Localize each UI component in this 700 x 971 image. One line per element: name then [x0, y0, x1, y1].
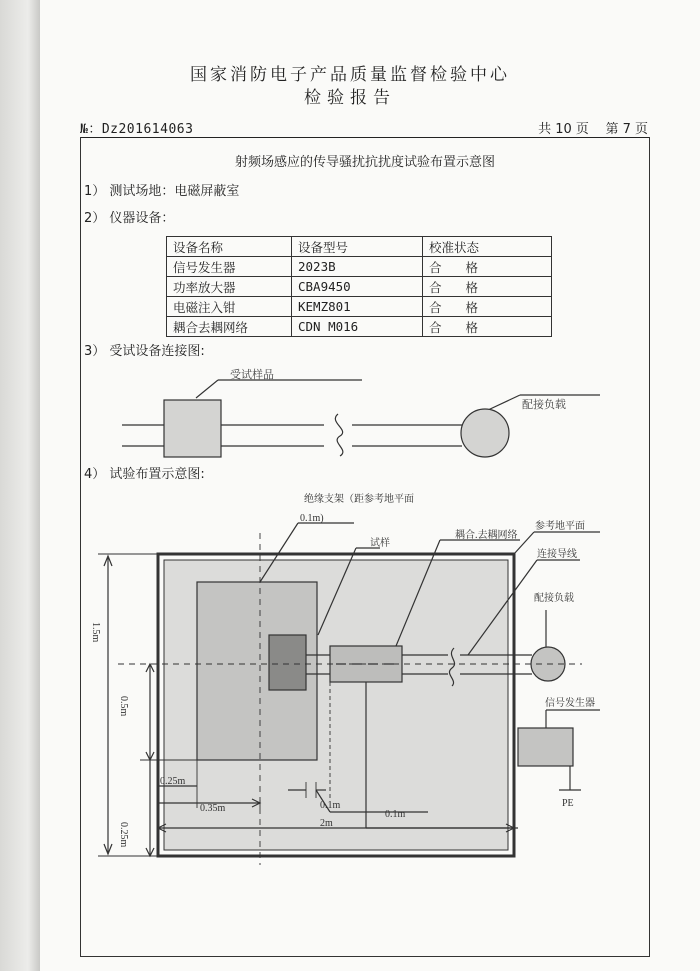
test-site-line: 1） 测试场地：电磁屏蔽室: [84, 184, 240, 199]
cable-break-symbol: [335, 414, 343, 456]
cell-model: 2023B: [292, 257, 423, 277]
support-height-label: 0.1m): [300, 513, 324, 524]
connection-diagram: [122, 380, 600, 457]
cell-model: CDN M016: [292, 317, 423, 337]
equipment-label: 2） 仪器设备：: [84, 211, 175, 226]
dim-0-1m-b-label: 0.1m: [385, 809, 406, 820]
dim-0-25m-h-label: 0.25m: [160, 776, 186, 787]
header-calibration: 校准状态: [423, 237, 552, 257]
dim-2m-label: 2m: [320, 818, 333, 829]
load-circle: [461, 409, 509, 457]
header-model: 设备型号: [292, 237, 423, 257]
dim-1-5m-label: 1.5m: [90, 622, 101, 643]
load-label: 配接负载: [534, 593, 574, 604]
report-title: 检验报告: [304, 88, 396, 108]
dim-0-25m-v-label: 0.25m: [118, 822, 129, 848]
cell-status: 合 格: [423, 277, 552, 297]
load-label: 配接负载: [522, 399, 566, 411]
cell-name: 电磁注入钳: [167, 297, 292, 317]
sample-box: [269, 635, 306, 690]
cell-name: 功率放大器: [167, 277, 292, 297]
section-title: 射频场感应的传导骚扰抗扰度试验布置示意图: [234, 155, 495, 170]
org-name: 国家消防电子产品质量监督检验中心: [190, 65, 510, 85]
ground-plane-label: 参考地平面: [535, 521, 585, 532]
signal-generator-box: [518, 728, 573, 766]
eut-label: 受试样品: [230, 369, 274, 381]
cell-status: 合 格: [423, 257, 552, 277]
eut-box: [164, 400, 221, 457]
support-label: 绝缘支架（距参考地平面: [304, 494, 414, 505]
cdn-label: 耦合.去耦网络: [455, 530, 518, 541]
cell-name: 信号发生器: [167, 257, 292, 277]
pe-label: PE: [562, 798, 574, 809]
cable-label: 连接导线: [537, 549, 577, 560]
header-equipment-name: 设备名称: [167, 237, 292, 257]
layout-diagram: [98, 523, 600, 865]
cell-name: 耦合去耦网络: [167, 317, 292, 337]
dim-0-5m-label: 0.5m: [118, 696, 129, 717]
cell-model: CBA9450: [292, 277, 423, 297]
page-info: 共 10 页 第 7 页: [538, 122, 648, 137]
dim-0-1m-a-label: 0.1m: [320, 800, 341, 811]
eut-label-leader: [196, 380, 218, 398]
signal-gen-label: 信号发生器: [545, 698, 595, 709]
doc-number: №：Dz201614063: [80, 122, 194, 137]
cell-status: 合 格: [423, 297, 552, 317]
cell-status: 合 格: [423, 317, 552, 337]
layout-label: 4） 试验布置示意图:: [84, 467, 205, 482]
cell-model: KEMZ801: [292, 297, 423, 317]
load-label-leader: [488, 395, 520, 410]
dim-0-35m-label: 0.35m: [200, 803, 226, 814]
sample-label: 试样: [370, 538, 390, 549]
connection-label: 3） 受试设备连接图:: [84, 344, 205, 359]
